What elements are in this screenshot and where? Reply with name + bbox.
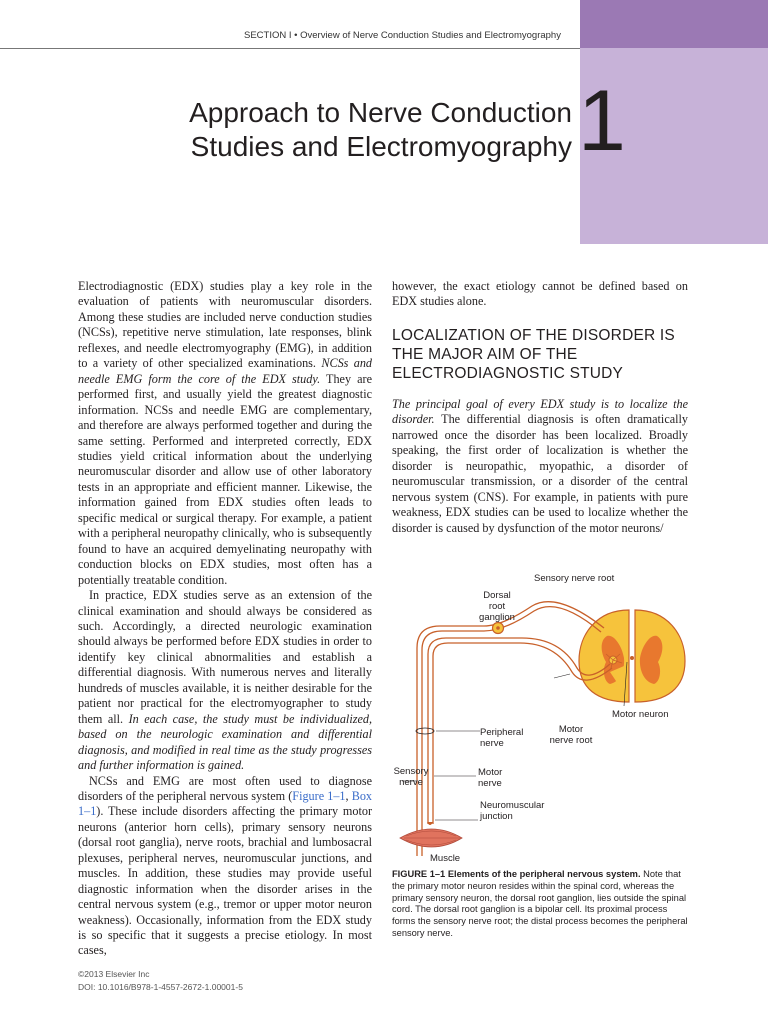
nerve-sheath [416,728,434,734]
figure-peripheral-nervous-system [392,566,692,866]
emphasis-text: In each case, the study must be individualized, based on the neurologic examination and differential diagnosis, and modified in real time as the study progresses and further information is gained. [78,711,372,773]
header-rule [0,48,580,49]
section-heading: LOCALIZATION OF THE DISORDER IS THE MAJOR AIM OF THE ELECTRODIAGNOSTIC STUDY [392,326,675,382]
paragraph-practice: In practice, EDX studies serve as an extension of the clinical examination and should always be considered as such. Accordingly, a directed neurologic examination should always be performed before EDX studies in order to identify key clinical abnormalities and establish a differential diagnosis. With numerous nerves and literally hundreds of muscles available, it is neither desirable for the patient nor practical for the electromyographer to study them all. In each case, the study must be individualized, based on the neurologic examination and differential diagnosis, and modified in real time as the study progresses and further information is gained. [78,588,372,773]
caption-title: Elements of the peripheral nervous system. [447,869,641,879]
label-motor-nerve-root: Motor nerve root [549,724,593,746]
label-motor-neuron: Motor neuron [612,709,669,720]
paragraph-intro: Electrodiagnostic (EDX) studies play a key role in the evaluation of patients with neuromuscular disorders. Among these studies are included nerve conduction studies (NCSs), repetitive nerve stimulation, late responses, blink reflexes, and needle electromyography (EMG), in addition to a variety of other specialized examinations. NCSs and needle EMG form the core of the EDX study. They are performed first, and usually yield the greatest diagnostic information. NCSs and needle EMG are complementary, and therefore are always performed together and during the same setting. Performed and interpreted correctly, EDX studies yield critical information about the underlying neuromuscular disorder and allow use of other laboratory tests in an appropriate and efficient manner. Likewise, the information gained from EDX studies often leads to specific medical or surgical therapy. For example, a patient with a peripheral neuropathy clinically, who is subsequently found to have an acquired demyelinating neuropathy with conduction blocks on EDX studies, most often has a potentially treatable condition. [78,279,373,587]
body-column-right [392,279,688,536]
chapter-number: 1 [578,73,626,169]
chapter-tab-top [580,0,768,48]
label-peripheral-nerve: Peripheral nerve [480,727,524,749]
muscle-shape [400,829,462,847]
label-sensory-nerve-root: Sensory nerve root [534,573,615,584]
chapter-title [100,96,572,164]
figure-caption [392,869,690,940]
running-head: SECTION I • Overview of Nerve Conduction Studies and Electromyography [244,30,561,41]
spinal-cord [579,610,685,702]
paragraph-localization: The principal goal of every EDX study is to localize the disorder. The differential diagnosis is often dramatically narrowed once the disorder has been localized. Broadly speaking, the first order of localization is whether the disorder is neuropathic, myopathic, a disorder of neuromuscular transmission, or a disorder of the central nervous system (CNS). For example, in patients with pure weakness, EDX studies can be used to localize whether the disorder is caused by dysfunction of the motor neurons/ [392,396,689,535]
body-column-left [78,279,372,959]
label-motor-nerve: Motor nerve [478,767,503,789]
label-dorsal-root-ganglion: Dorsal root ganglion [479,590,515,623]
figure-link[interactable]: Figure 1–1 [292,788,346,803]
caption-text: Note that the primary motor neuron resides within the spinal cord, whereas the primary sensory neuron, the dorsal root ganglion, lies outside the spinal cord. The dorsal root ganglion is a bipolar cell. Its proximal process forms the sensory nerve root; the distal process becomes the peripheral sensory nerve. [392,869,688,938]
paragraph-disorders: NCSs and EMG are most often used to diagnose disorders of the peripheral nervous system (Figure 1–1, Box 1–1). These include disorders affecting the primary motor neurons (anterior horn cells), primary sensory neurons (dorsal root ganglia), nerve roots, brachial and lumbosacral plexuses, peripheral nerves, neuromuscular junctions, and muscles. In addition, these studies may provide useful diagnostic information when the disorder arises in the central nervous system (e.g., tremor or upper motor neuron weakness). Occasionally, information from the EDX study is so specific that it suggests a precise etiology. In most cases, [78,773,373,958]
emphasis-text: The principal goal of every EDX study is to localize the disorder. [392,396,688,427]
label-sensory-nerve: Sensory nerve [393,766,429,788]
caption-label: FIGURE 1–1 [392,869,446,879]
page-footer [78,968,243,994]
doi-line: DOI: 10.1016/B978-1-4557-2672-1.00001-5 [78,982,243,992]
emphasis-text: NCSs and needle EMG form the core of the EDX study. [78,356,373,386]
chapter-title-line-2: Studies and Electromyography [190,131,572,162]
neuromuscular-junction-mark [427,822,433,825]
label-neuromuscular-junction: Neuromuscular junction [480,800,545,822]
label-muscle: Muscle [430,853,461,864]
copyright-line: ©2013 Elsevier Inc [78,969,150,979]
chapter-title-line-1: Approach to Nerve Conduction [189,97,572,128]
box-link[interactable]: Box 1–1 [78,788,373,819]
paragraph-continued: however, the exact etiology cannot be defined based on EDX studies alone. [392,279,688,309]
